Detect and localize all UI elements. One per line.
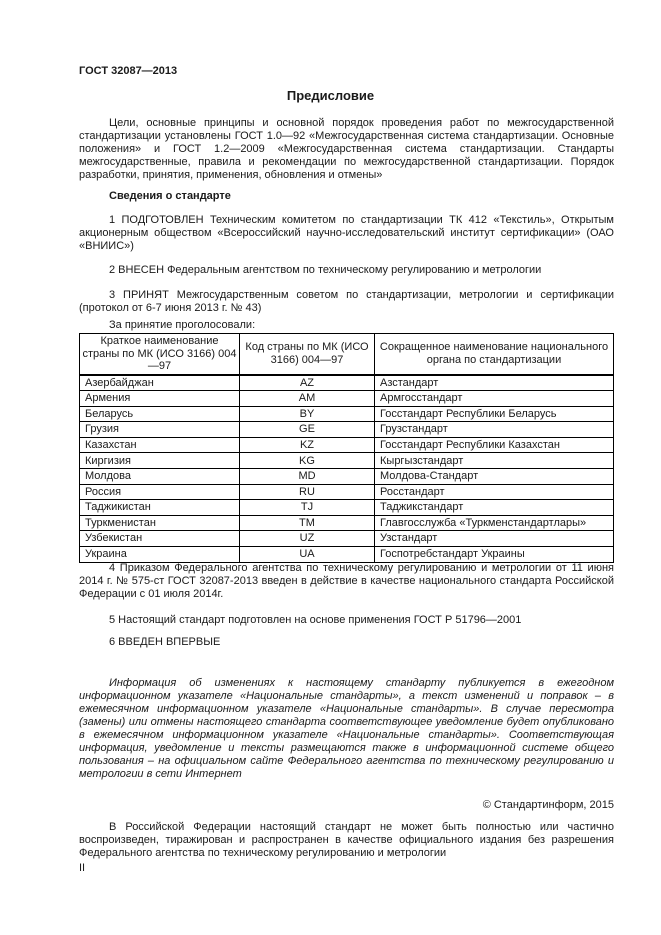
table-row bbox=[80, 422, 614, 438]
item-6: 6 ВВЕДЕН ВПЕРВЫЕ bbox=[109, 636, 221, 648]
standards-body-cell: Молдова-Стандарт bbox=[375, 469, 614, 485]
intro-paragraph: Цели, основные принципы и основной порядок проведения работ по межгосударственной стандартизации установлены ГОСТ 1.0—92 «Межгосударственная система стандартизации. Основные положения» и ГОСТ 1.2—2009 «Межгосударственная система стандартизации. Стандарты межгосударственные, правила и рекомендации по межгосударственной стандартизации. Порядок разработки, принятия, применения, обновления и отмены» bbox=[79, 117, 614, 181]
table-row bbox=[80, 406, 614, 422]
item-5: 5 Настоящий стандарт подготовлен на основе применения ГОСТ Р 51796—2001 bbox=[109, 614, 522, 626]
country-code-cell: KG bbox=[240, 453, 375, 469]
item-1: 1 ПОДГОТОВЛЕН Техническим комитетом по стандартизации ТК 412 «Текстиль», Открытым акционерным обществом «Всероссийский научно-исследовательский институт сертификации» (ОАО «ВНИИС») bbox=[79, 214, 614, 252]
item-4: 4 Приказом Федерального агентства по техническому регулированию и метрологии от 11 июня 2014 г. № 575-ст ГОСТ 32087-2013 введен в действие в качестве национального стандарта Российской Федерации с 01 июля 2014г. bbox=[79, 562, 614, 600]
standards-body-cell: Таджикстандарт bbox=[375, 500, 614, 516]
standards-body-cell: Росстандарт bbox=[375, 484, 614, 500]
country-name-cell: Азербайджан bbox=[80, 375, 240, 391]
item-2: 2 ВНЕСЕН Федеральным агентством по техническому регулированию и метрологии bbox=[109, 264, 542, 276]
vote-label: За принятие проголосовали: bbox=[109, 319, 256, 331]
standards-body-cell: Узстандарт bbox=[375, 531, 614, 547]
item-3: 3 ПРИНЯТ Межгосударственным советом по стандартизации, метрологии и сертификации (протокол от 6-7 июня 2013 г. № 43) bbox=[79, 289, 614, 314]
country-code-cell: TJ bbox=[240, 500, 375, 516]
country-name-cell: Туркменистан bbox=[80, 515, 240, 531]
rights-notice: В Российской Федерации настоящий стандарт не может быть полностью или частично воспроизведен, тиражирован и распространен в качестве официального издания без разрешения Федерального агентства по техническому регулированию и метрологии bbox=[79, 821, 614, 859]
table-row bbox=[80, 453, 614, 469]
table-row bbox=[80, 515, 614, 531]
standards-body-cell: Госстандарт Республики Беларусь bbox=[375, 406, 614, 422]
country-name-cell: Молдова bbox=[80, 469, 240, 485]
page-number: II bbox=[79, 862, 86, 874]
country-name-cell: Грузия bbox=[80, 422, 240, 438]
section-heading: Сведения о стандарте bbox=[109, 190, 231, 202]
country-name-cell: Киргизия bbox=[80, 453, 240, 469]
standards-body-cell: Азстандарт bbox=[375, 375, 614, 391]
country-code-cell: UA bbox=[240, 547, 375, 563]
page-title: Предисловие bbox=[286, 88, 375, 103]
country-name-cell: Армения bbox=[80, 391, 240, 407]
table-row bbox=[80, 391, 614, 407]
document-code: ГОСТ 32087—2013 bbox=[79, 65, 178, 77]
table-row bbox=[80, 437, 614, 453]
table-header-row bbox=[80, 334, 614, 375]
country-code-cell: UZ bbox=[240, 531, 375, 547]
country-name-cell: Украина bbox=[80, 547, 240, 563]
country-code-cell: KZ bbox=[240, 437, 375, 453]
column-header: Код страны по МК (ИСО 3166) 004—97 bbox=[240, 334, 375, 375]
country-name-cell: Таджикистан bbox=[80, 500, 240, 516]
standards-body-cell: Госстандарт Республики Казахстан bbox=[375, 437, 614, 453]
table-row bbox=[80, 484, 614, 500]
voting-table bbox=[79, 333, 614, 563]
standards-body-cell: Главгосслужба «Туркменстандартлары» bbox=[375, 515, 614, 531]
standards-body-cell: Армгосстандарт bbox=[375, 391, 614, 407]
table-row bbox=[80, 469, 614, 485]
country-name-cell: Казахстан bbox=[80, 437, 240, 453]
standards-body-cell: Кыргызстандарт bbox=[375, 453, 614, 469]
info-note: Информация об изменениях к настоящему стандарту публикуется в ежегодном информационном указателе «Национальные стандарты», а текст изменений и поправок – в ежемесячном информационном указателе «Национальные стандарты». В случае пересмотра (замены) или отмены настоящего стандарта соответствующее уведомление будет опубликовано в ежемесячном информационном указателе «Национальные стандарты». Соответствующая информация, уведомление и тексты размещаются также в информационной системе общего пользования – на официальном сайте Федерального агентства по техническому регулированию и метрологии в сети Интернет bbox=[79, 677, 614, 780]
country-name-cell: Беларусь bbox=[80, 406, 240, 422]
table-row bbox=[80, 531, 614, 547]
country-name-cell: Россия bbox=[80, 484, 240, 500]
country-name-cell: Узбекистан bbox=[80, 531, 240, 547]
table-row bbox=[80, 500, 614, 516]
table-row bbox=[80, 375, 614, 391]
country-code-cell: TM bbox=[240, 515, 375, 531]
column-header: Сокращенное наименование национального органа по стандартизации bbox=[375, 334, 614, 375]
column-header: Краткое наименование страны по МК (ИСО 3166) 004—97 bbox=[80, 334, 240, 375]
country-code-cell: BY bbox=[240, 406, 375, 422]
table-row bbox=[80, 547, 614, 563]
country-code-cell: AM bbox=[240, 391, 375, 407]
country-code-cell: GE bbox=[240, 422, 375, 438]
country-code-cell: RU bbox=[240, 484, 375, 500]
country-code-cell: MD bbox=[240, 469, 375, 485]
country-code-cell: AZ bbox=[240, 375, 375, 391]
standards-body-cell: Госпотребстандарт Украины bbox=[375, 547, 614, 563]
copyright: © Стандартинформ, 2015 bbox=[482, 799, 614, 811]
standards-body-cell: Грузстандарт bbox=[375, 422, 614, 438]
